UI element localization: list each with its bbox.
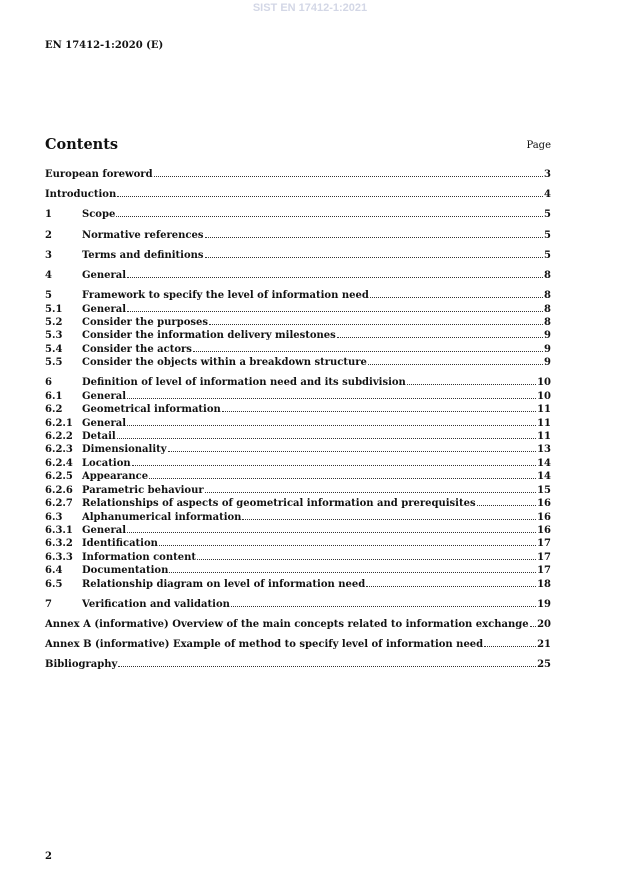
dot-leader <box>407 384 536 385</box>
toc-entry-title: Alphanumerical information <box>82 511 242 523</box>
page-column-label: Page <box>526 140 551 151</box>
document-id: EN 17412-1:2020 (E) <box>45 40 164 51</box>
toc-entry-page: 19 <box>537 598 551 610</box>
toc-entry-number: 5 <box>45 290 52 302</box>
toc-entry-number: 5.5 <box>45 357 63 369</box>
toc-entry-page: 16 <box>537 511 551 523</box>
toc-entry[interactable] <box>45 578 551 591</box>
toc-entry[interactable] <box>45 229 551 242</box>
toc-entry-page: 17 <box>537 565 551 577</box>
toc-entry-page: 14 <box>537 471 551 483</box>
dot-leader <box>209 324 543 325</box>
toc-entry[interactable] <box>45 390 551 403</box>
toc-entry[interactable] <box>45 511 551 524</box>
toc-entry-number: 6.1 <box>45 390 63 402</box>
toc-entry-title: General <box>82 524 127 536</box>
dot-leader <box>530 626 536 627</box>
toc-entry-number: 5.4 <box>45 343 63 355</box>
toc-entry[interactable] <box>45 443 551 456</box>
toc-entry-title: Consider the actors <box>82 343 192 355</box>
dot-leader <box>242 519 536 520</box>
dot-leader <box>118 666 536 667</box>
toc-entry-number: 6.2.6 <box>45 484 73 496</box>
toc-entry-number: 6.3.3 <box>45 551 73 563</box>
toc-entry-number: 5.1 <box>45 303 63 315</box>
toc-entry[interactable] <box>45 269 551 282</box>
toc-entry-page: 16 <box>537 524 551 536</box>
toc-entry[interactable] <box>45 497 551 510</box>
toc-entry-title: Dimensionality <box>82 444 167 456</box>
toc-entry-page: 11 <box>537 417 551 429</box>
toc-entry-page: 16 <box>537 498 551 510</box>
toc-entry-page: 15 <box>537 484 551 496</box>
toc-entry-title: Geometrical information <box>82 404 221 416</box>
toc-entry-number: 2 <box>45 229 52 241</box>
contents-title: Contents <box>45 136 119 153</box>
dot-leader <box>116 216 543 217</box>
toc-entry[interactable] <box>45 638 551 651</box>
toc-entry-title: Parametric behaviour <box>82 484 204 496</box>
toc-entry-number: 6.3.1 <box>45 524 73 536</box>
toc-entry[interactable] <box>45 457 551 470</box>
toc-entry-number: 4 <box>45 270 52 282</box>
toc-entry-page: 14 <box>537 457 551 469</box>
toc-entry-page: 10 <box>537 390 551 402</box>
toc-entry[interactable] <box>45 417 551 430</box>
toc-entry-page: 9 <box>544 357 551 369</box>
table-of-contents <box>45 168 551 672</box>
toc-entry-page: 18 <box>537 578 551 590</box>
toc-entry-number: 6.2.7 <box>45 498 73 510</box>
dot-leader <box>132 465 536 466</box>
toc-entry-number: 5.2 <box>45 317 63 329</box>
toc-entry-number: 6.3 <box>45 511 63 523</box>
dot-leader <box>205 237 544 238</box>
toc-entry-page: 4 <box>544 189 551 201</box>
toc-entry-title: Detail <box>82 431 116 443</box>
toc-entry[interactable] <box>45 618 551 631</box>
dot-leader <box>231 606 536 607</box>
toc-entry[interactable] <box>45 188 551 201</box>
toc-entry-number: 7 <box>45 598 52 610</box>
dot-leader <box>366 586 536 587</box>
toc-entry-number: 6.2.4 <box>45 457 73 469</box>
toc-entry[interactable] <box>45 168 551 181</box>
toc-entry-title: General <box>82 270 127 282</box>
toc-entry-page: 20 <box>537 618 551 630</box>
dot-leader <box>127 425 536 426</box>
toc-entry-number: 6.2.2 <box>45 431 73 443</box>
toc-entry-title: Bibliography <box>45 659 118 671</box>
dot-leader <box>477 505 536 506</box>
dot-leader <box>154 176 543 177</box>
dot-leader <box>205 492 536 493</box>
watermark: SIST EN 17412-1:2021 <box>252 2 368 14</box>
toc-entry[interactable] <box>45 598 551 611</box>
toc-entry-number: 6.3.2 <box>45 538 73 550</box>
toc-entry-number: 6.2 <box>45 404 63 416</box>
toc-entry-title: Definition of level of information need and its subdivision <box>82 377 406 389</box>
toc-entry-page: 21 <box>537 639 551 651</box>
toc-entry-title: Framework to specify the level of information need <box>82 290 369 302</box>
toc-entry-page: 8 <box>544 317 551 329</box>
toc-entry-page: 5 <box>544 229 551 241</box>
toc-entry[interactable] <box>45 430 551 443</box>
toc-entry-page: 11 <box>537 404 551 416</box>
toc-entry[interactable] <box>45 376 551 389</box>
dot-leader <box>368 364 543 365</box>
toc-entry-title: Scope <box>82 209 116 221</box>
toc-entry-title: Appearance <box>82 471 149 483</box>
toc-entry-number: 6.2.1 <box>45 417 73 429</box>
dot-leader <box>127 277 543 278</box>
toc-entry-title: Documentation <box>82 565 169 577</box>
dot-leader <box>127 311 543 312</box>
toc-entry-title: Annex A (informative) Overview of the main concepts related to information exchange <box>45 618 529 630</box>
toc-entry-number: 6.5 <box>45 578 63 590</box>
toc-entry-number: 6.2.3 <box>45 444 73 456</box>
dot-leader <box>149 478 536 479</box>
toc-entry-title: General <box>82 303 127 315</box>
dot-leader <box>159 545 536 546</box>
toc-entry-page: 8 <box>544 290 551 302</box>
toc-entry-title: European foreword <box>45 169 153 180</box>
toc-entry-page: 17 <box>537 538 551 550</box>
toc-entry-number: 6 <box>45 377 52 389</box>
toc-entry[interactable] <box>45 551 551 564</box>
toc-entry[interactable] <box>45 289 551 302</box>
toc-entry-page: 8 <box>544 303 551 315</box>
dot-leader <box>484 646 536 647</box>
toc-entry-page: 5 <box>544 209 551 221</box>
toc-entry[interactable] <box>45 303 551 316</box>
toc-entry-number: 6.4 <box>45 565 63 577</box>
toc-entry-page: 8 <box>544 270 551 282</box>
toc-entry-title: Relationships of aspects of geometrical information and prerequisites <box>82 498 476 510</box>
toc-entry-page: 9 <box>544 343 551 355</box>
toc-entry-title: Normative references <box>82 229 204 241</box>
toc-entry-number: 6.2.5 <box>45 471 73 483</box>
toc-entry-title: Introduction <box>45 189 117 201</box>
toc-entry-page: 25 <box>537 659 551 671</box>
toc-entry-page: 3 <box>544 169 551 180</box>
toc-entry-page: 11 <box>537 431 551 443</box>
toc-entry-title: Identification <box>82 538 158 550</box>
dot-leader <box>337 337 543 338</box>
toc-entry-title: Consider the purposes <box>82 317 208 329</box>
toc-entry-title: General <box>82 417 127 429</box>
toc-entry[interactable] <box>45 343 551 356</box>
toc-entry-page: 9 <box>544 330 551 342</box>
dot-leader <box>168 451 537 452</box>
toc-entry-page: 10 <box>537 377 551 389</box>
toc-entry-title: Consider the information delivery milestones <box>82 330 336 342</box>
page-number: 2 <box>45 851 52 862</box>
dot-leader <box>127 532 536 533</box>
toc-entry-title: Verification and validation <box>82 598 230 610</box>
toc-entry[interactable] <box>45 524 551 537</box>
toc-entry[interactable] <box>45 470 551 483</box>
dot-leader <box>197 559 536 560</box>
toc-entry[interactable] <box>45 208 551 221</box>
toc-entry-title: Information content <box>82 551 196 563</box>
dot-leader <box>205 257 544 258</box>
dot-leader <box>117 438 536 439</box>
toc-entry-page: 5 <box>544 249 551 261</box>
toc-entry[interactable] <box>45 249 551 262</box>
toc-entry-number: 5.3 <box>45 330 63 342</box>
toc-entry[interactable] <box>45 484 551 497</box>
toc-entry-page: 17 <box>537 551 551 563</box>
toc-entry[interactable] <box>45 537 551 550</box>
toc-entry-title: Terms and definitions <box>82 249 204 261</box>
toc-entry-number: 1 <box>45 209 52 221</box>
toc-entry[interactable] <box>45 316 551 329</box>
toc-entry[interactable] <box>45 403 551 416</box>
dot-leader <box>193 351 543 352</box>
dot-leader <box>117 196 543 197</box>
dot-leader <box>222 411 536 412</box>
toc-entry[interactable] <box>45 564 551 577</box>
toc-entry-page: 13 <box>537 444 551 456</box>
toc-entry-title: Relationship diagram on level of information need <box>82 578 366 590</box>
toc-entry-title: Consider the objects within a breakdown structure <box>82 357 367 369</box>
toc-entry[interactable] <box>45 356 551 369</box>
toc-entry-title: Annex B (informative) Example of method to specify level of information need <box>45 639 484 651</box>
dot-leader <box>169 572 536 573</box>
dot-leader <box>370 297 543 298</box>
toc-entry-title: General <box>82 390 127 402</box>
toc-entry-title: Location <box>82 457 131 469</box>
toc-entry[interactable] <box>45 329 551 342</box>
toc-entry[interactable] <box>45 658 551 671</box>
dot-leader <box>127 398 536 399</box>
toc-entry-number: 3 <box>45 249 52 261</box>
